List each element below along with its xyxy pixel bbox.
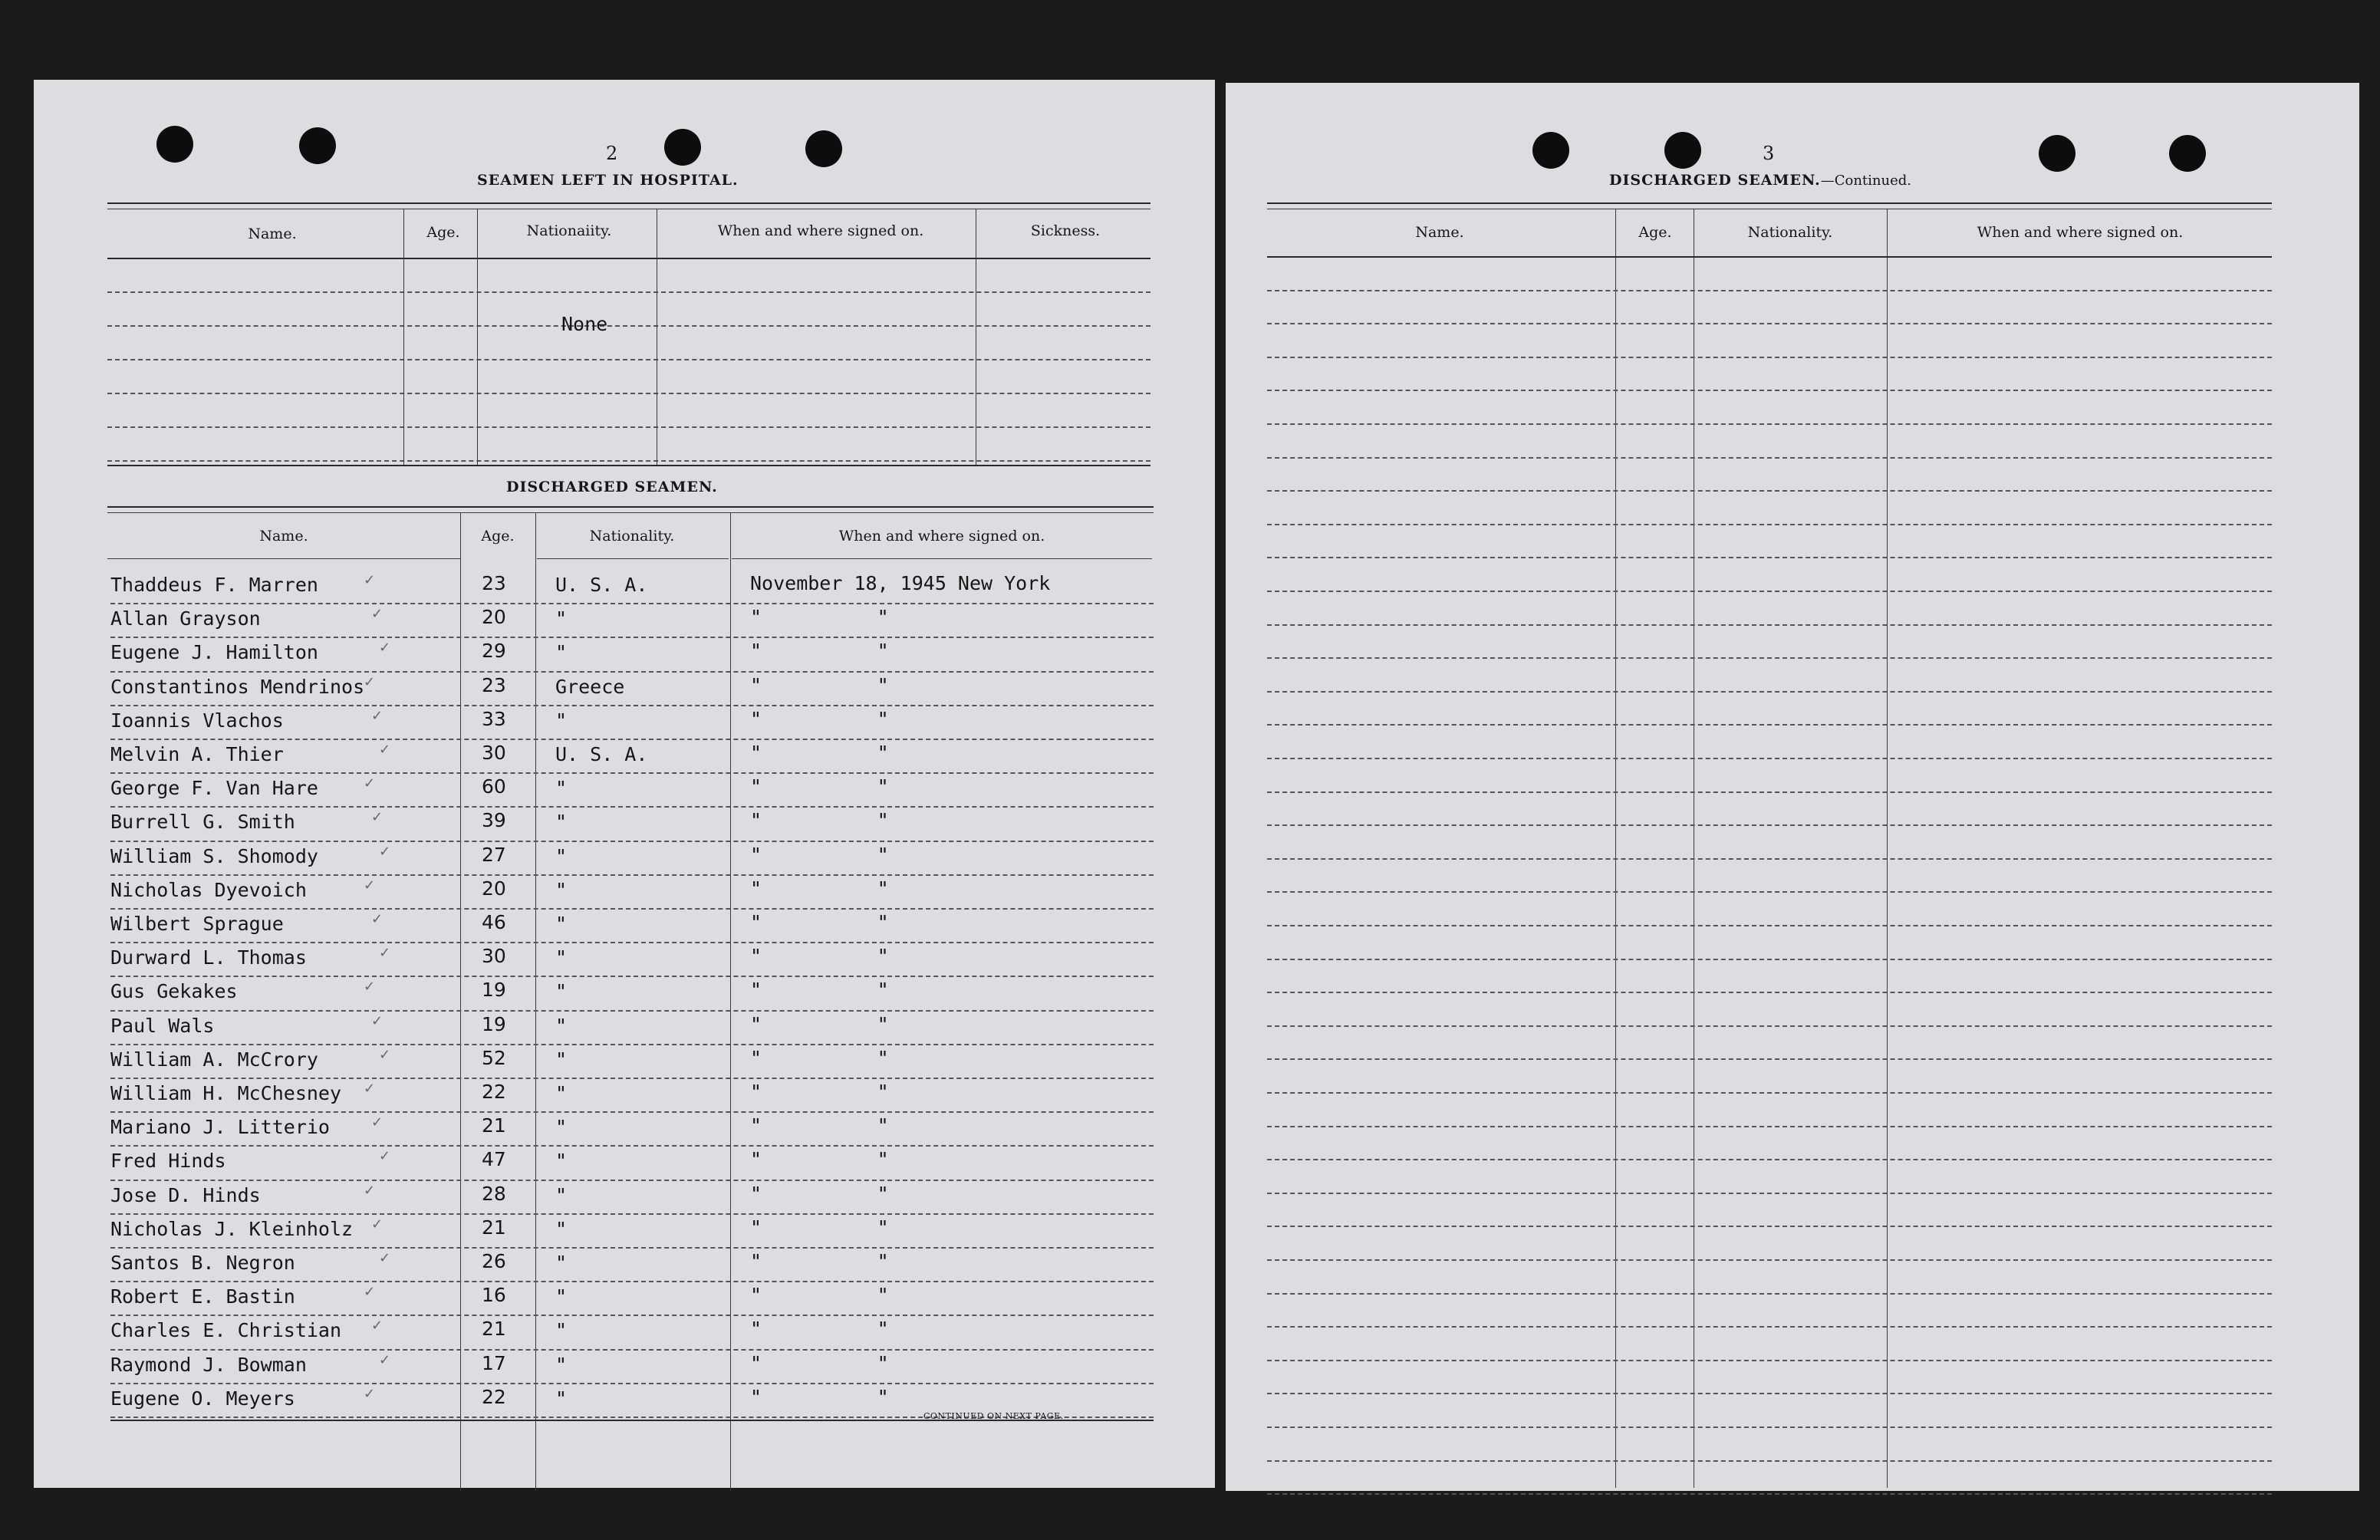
- row-rule: [110, 1349, 1154, 1351]
- row-rule: [110, 739, 1154, 740]
- hospital-section-title: SEAMEN LEFT IN HOSPITAL.: [477, 172, 739, 189]
- seaman-age: 39: [482, 809, 506, 832]
- seaman-name: Eugene J. Hamilton: [110, 641, 318, 664]
- check-mark: ✓: [364, 1284, 376, 1301]
- punch-hole: [2169, 135, 2206, 172]
- seaman-name: Mariano J. Litterio: [110, 1116, 330, 1139]
- continued-section-title: [1609, 172, 1911, 189]
- seaman-nationality: ": [555, 980, 568, 1003]
- seaman-age: 17: [482, 1351, 506, 1374]
- seaman-name: William A. McCrory: [110, 1048, 318, 1071]
- seaman-age: 33: [482, 707, 506, 730]
- seaman-signed-on: November 18, 1945 New York: [750, 572, 1051, 594]
- hospital-col-signed-on: When and where signed on.: [717, 222, 924, 239]
- hospital-col-age: Age.: [426, 224, 460, 241]
- seaman-name: Melvin A. Thier: [110, 743, 284, 765]
- punch-hole: [299, 127, 336, 164]
- seaman-signed-on: " ": [750, 1012, 889, 1035]
- seaman-name: Allan Grayson: [110, 607, 261, 630]
- seaman-signed-on: " ": [750, 1250, 889, 1272]
- row-rule: [110, 1213, 1154, 1215]
- punch-hole: [1664, 132, 1701, 169]
- seaman-name: Burrell G. Smith: [110, 811, 295, 834]
- hospital-col-nationality: Nationaiity.: [526, 222, 612, 239]
- ruled-line: [1267, 357, 2272, 358]
- seaman-age: 30: [482, 742, 506, 764]
- ruled-line: [1267, 1326, 2272, 1328]
- seaman-name: Durward L. Thomas: [110, 946, 307, 969]
- seaman-signed-on: " ": [750, 1216, 889, 1239]
- seaman-nationality: ": [555, 641, 568, 664]
- check-mark: ✓: [371, 1318, 383, 1334]
- seaman-nationality: ": [555, 709, 568, 732]
- seaman-name: Ioannis Vlachos: [110, 709, 284, 732]
- seaman-name: Robert E. Bastin: [110, 1285, 295, 1308]
- discharged-col-signed-on: When and where signed on.: [838, 528, 1045, 545]
- ruled-line: [1267, 390, 2272, 391]
- check-mark: ✓: [379, 1148, 391, 1165]
- ruled-line: [1267, 423, 2272, 425]
- seaman-age: 52: [482, 1046, 506, 1069]
- row-rule: [110, 1145, 1154, 1147]
- seaman-age: 16: [482, 1284, 506, 1307]
- ruled-line: [1267, 323, 2272, 324]
- hospital-col-name: Name.: [248, 225, 297, 242]
- row-rule: [110, 908, 1154, 910]
- seaman-name: Nicholas J. Kleinholz: [110, 1217, 354, 1240]
- seaman-age: 20: [482, 877, 506, 900]
- ruled-line: [1267, 657, 2272, 659]
- row-rule: [110, 942, 1154, 943]
- punch-hole: [2039, 135, 2076, 172]
- seaman-nationality: ": [555, 1252, 568, 1274]
- row-rule: [110, 1180, 1154, 1181]
- seaman-age: 46: [482, 911, 506, 933]
- seaman-name: Constantinos Mendrinos: [110, 675, 365, 698]
- seaman-name: Nicholas Dyevoich: [110, 878, 307, 901]
- row-rule: [110, 1111, 1154, 1113]
- row-rule: [110, 1383, 1154, 1384]
- ruled-line: [1267, 1360, 2272, 1361]
- page-number: 3: [1763, 143, 1775, 164]
- seaman-age: 23: [482, 673, 506, 696]
- check-mark: ✓: [364, 1182, 376, 1199]
- check-mark: ✓: [371, 1216, 383, 1232]
- seaman-nationality: ": [555, 1014, 568, 1037]
- row-rule: [110, 772, 1154, 774]
- continued-title-suffix: —Continued.: [1820, 173, 1911, 189]
- ruled-line: [1267, 858, 2272, 860]
- seaman-age: 21: [482, 1114, 506, 1137]
- discharged-section-title: DISCHARGED SEAMEN.: [506, 479, 718, 495]
- seaman-age: 26: [482, 1250, 506, 1272]
- check-mark: ✓: [379, 945, 391, 962]
- ruled-line: [1267, 959, 2272, 960]
- seaman-signed-on: " ": [750, 843, 889, 866]
- ruled-line: [1267, 992, 2272, 993]
- seaman-nationality: ": [555, 913, 568, 935]
- discharged-col-age: Age.: [481, 528, 515, 545]
- ruled-line: [1267, 1493, 2272, 1495]
- seaman-nationality: ": [555, 811, 568, 834]
- ruled-line: [1267, 1460, 2272, 1462]
- check-mark: ✓: [364, 877, 376, 893]
- ruled-line: [1267, 457, 2272, 459]
- seaman-nationality: ": [555, 1150, 568, 1173]
- seaman-nationality: Greece: [555, 675, 625, 698]
- row-rule: [110, 841, 1154, 842]
- row-rule: [110, 1247, 1154, 1249]
- seaman-signed-on: " ": [750, 1182, 889, 1205]
- ruled-line: [1267, 891, 2272, 893]
- ruled-line: [1267, 925, 2272, 926]
- seaman-name: Paul Wals: [110, 1014, 215, 1037]
- seaman-signed-on: " ": [750, 1385, 889, 1408]
- right-page: [1226, 83, 2359, 1491]
- ruled-line: [1267, 1193, 2272, 1194]
- ruled-line: [1267, 290, 2272, 291]
- seaman-age: 22: [482, 1385, 506, 1408]
- header-bottom-rule: [1267, 256, 2272, 258]
- check-mark: ✓: [379, 640, 391, 656]
- punch-hole: [805, 130, 842, 167]
- ruled-line: [1267, 1025, 2272, 1027]
- seaman-age: 47: [482, 1148, 506, 1171]
- seaman-signed-on: " ": [750, 1318, 889, 1341]
- row-rule: [110, 1078, 1154, 1079]
- row-rule: [110, 637, 1154, 638]
- ruled-line: [1267, 758, 2272, 759]
- seaman-signed-on: " ": [750, 979, 889, 1002]
- hospital-none-entry: None: [561, 313, 608, 335]
- seaman-nationality: ": [555, 946, 568, 969]
- seaman-signed-on: " ": [750, 911, 889, 933]
- right-col-signed-on: When and where signed on.: [1977, 224, 2184, 241]
- seaman-name: William H. McChesney: [110, 1082, 342, 1104]
- seaman-signed-on: " ": [750, 742, 889, 764]
- seaman-age: 30: [482, 945, 506, 968]
- row-rule: [110, 806, 1154, 808]
- seaman-age: 20: [482, 606, 506, 629]
- seaman-name: William S. Shomody: [110, 844, 318, 867]
- ruled-line: [1267, 1259, 2272, 1261]
- ruled-line: [1267, 1293, 2272, 1295]
- seaman-signed-on: " ": [750, 945, 889, 968]
- seaman-nationality: ": [555, 1183, 568, 1206]
- right-col-nationality: Nationality.: [1747, 224, 1833, 241]
- check-mark: ✓: [371, 809, 383, 826]
- row-rule: [110, 1315, 1154, 1316]
- ruled-line: [1267, 691, 2272, 693]
- seaman-name: Raymond J. Bowman: [110, 1353, 307, 1376]
- seaman-name: Jose D. Hinds: [110, 1183, 261, 1206]
- seaman-age: 23: [482, 572, 506, 594]
- hospital-col-sickness: Sickness.: [1030, 222, 1101, 239]
- row-rule: [110, 705, 1154, 706]
- left-page: [34, 80, 1215, 1488]
- check-mark: ✓: [379, 1046, 391, 1063]
- seaman-name: Santos B. Negron: [110, 1252, 295, 1274]
- row-rule: [110, 1281, 1154, 1282]
- seaman-nationality: ": [555, 878, 568, 901]
- ruled-line: [1267, 1393, 2272, 1394]
- seaman-signed-on: " ": [750, 877, 889, 900]
- seaman-nationality: ": [555, 777, 568, 800]
- ruled-line: [1267, 1159, 2272, 1160]
- seaman-nationality: U. S. A.: [555, 743, 648, 765]
- seaman-signed-on: " ": [750, 1081, 889, 1103]
- check-mark: ✓: [371, 1114, 383, 1131]
- seaman-name: George F. Van Hare: [110, 777, 318, 800]
- seaman-name: Thaddeus F. Marren: [110, 574, 318, 596]
- seaman-signed-on: " ": [750, 1351, 889, 1374]
- check-mark: ✓: [371, 911, 383, 927]
- row-rule: [110, 603, 1154, 604]
- check-mark: ✓: [371, 1012, 383, 1029]
- seaman-age: 22: [482, 1081, 506, 1103]
- ruled-line: [1267, 1426, 2272, 1428]
- seaman-signed-on: " ": [750, 775, 889, 798]
- seaman-age: 21: [482, 1318, 506, 1341]
- seaman-nationality: ": [555, 1319, 568, 1342]
- seaman-nationality: ": [555, 1082, 568, 1104]
- seaman-age: 19: [482, 979, 506, 1002]
- seaman-nationality: ": [555, 1285, 568, 1308]
- seaman-signed-on: " ": [750, 673, 889, 696]
- row-rule: [110, 1044, 1154, 1045]
- check-mark: ✓: [379, 1351, 391, 1368]
- ruled-line: [1267, 490, 2272, 492]
- check-mark: ✓: [364, 775, 376, 792]
- punch-hole: [156, 126, 193, 163]
- ruled-line: [1267, 1092, 2272, 1094]
- seaman-signed-on: " ": [750, 640, 889, 663]
- seaman-name: Fred Hinds: [110, 1150, 226, 1173]
- punch-hole: [1532, 132, 1569, 169]
- seaman-nationality: ": [555, 1387, 568, 1410]
- continued-title-main: DISCHARGED SEAMEN.: [1609, 172, 1821, 189]
- ruled-line: [1267, 524, 2272, 525]
- seaman-name: Eugene O. Meyers: [110, 1387, 295, 1410]
- seaman-nationality: ": [555, 1116, 568, 1139]
- check-mark: ✓: [364, 1385, 376, 1402]
- seaman-age: 60: [482, 775, 506, 798]
- row-rule: [110, 1010, 1154, 1012]
- check-mark: ✓: [364, 673, 376, 690]
- check-mark: ✓: [379, 843, 391, 860]
- right-col-name: Name.: [1415, 224, 1464, 241]
- seaman-signed-on: " ": [750, 1284, 889, 1307]
- seaman-age: 28: [482, 1182, 506, 1205]
- seaman-signed-on: " ": [750, 606, 889, 629]
- seaman-signed-on: " ": [750, 809, 889, 832]
- check-mark: ✓: [371, 606, 383, 623]
- check-mark: ✓: [379, 742, 391, 758]
- discharged-col-name: Name.: [259, 528, 308, 545]
- check-mark: ✓: [379, 1250, 391, 1266]
- seaman-name: Charles E. Christian: [110, 1319, 342, 1342]
- ruled-line: [1267, 724, 2272, 726]
- seaman-nationality: ": [555, 1048, 568, 1071]
- ruled-line: [1267, 591, 2272, 592]
- seaman-age: 27: [482, 843, 506, 866]
- seaman-age: 21: [482, 1216, 506, 1239]
- check-mark: ✓: [364, 572, 376, 588]
- seaman-signed-on: " ": [750, 1046, 889, 1069]
- punch-hole: [664, 129, 701, 166]
- discharged-col-nationality: Nationality.: [589, 528, 675, 545]
- check-mark: ✓: [364, 979, 376, 995]
- continued-note: CONTINUED ON NEXT PAGE.: [923, 1411, 1064, 1421]
- page-number: 2: [606, 143, 618, 164]
- row-rule: [110, 976, 1154, 977]
- ruled-line: [1267, 557, 2272, 558]
- seaman-age: 19: [482, 1012, 506, 1035]
- seaman-signed-on: " ": [750, 1148, 889, 1171]
- seaman-name: Gus Gekakes: [110, 980, 238, 1003]
- row-rule: [110, 671, 1154, 673]
- seaman-signed-on: " ": [750, 1114, 889, 1137]
- ruled-line: [1267, 624, 2272, 626]
- seaman-nationality: ": [555, 844, 568, 867]
- check-mark: ✓: [364, 1081, 376, 1097]
- right-col-age: Age.: [1638, 224, 1672, 241]
- seaman-nationality: ": [555, 607, 568, 630]
- seaman-name: Wilbert Sprague: [110, 913, 284, 935]
- seaman-nationality: ": [555, 1353, 568, 1376]
- ruled-line: [1267, 1126, 2272, 1127]
- check-mark: ✓: [371, 707, 383, 724]
- seaman-age: 29: [482, 640, 506, 663]
- ruled-line: [1267, 824, 2272, 826]
- ruled-line: [1267, 791, 2272, 793]
- ruled-line: [1267, 1226, 2272, 1227]
- seaman-signed-on: " ": [750, 707, 889, 730]
- row-rule: [110, 874, 1154, 876]
- seaman-nationality: U. S. A.: [555, 574, 648, 596]
- seaman-nationality: ": [555, 1217, 568, 1240]
- ruled-line: [1267, 1058, 2272, 1060]
